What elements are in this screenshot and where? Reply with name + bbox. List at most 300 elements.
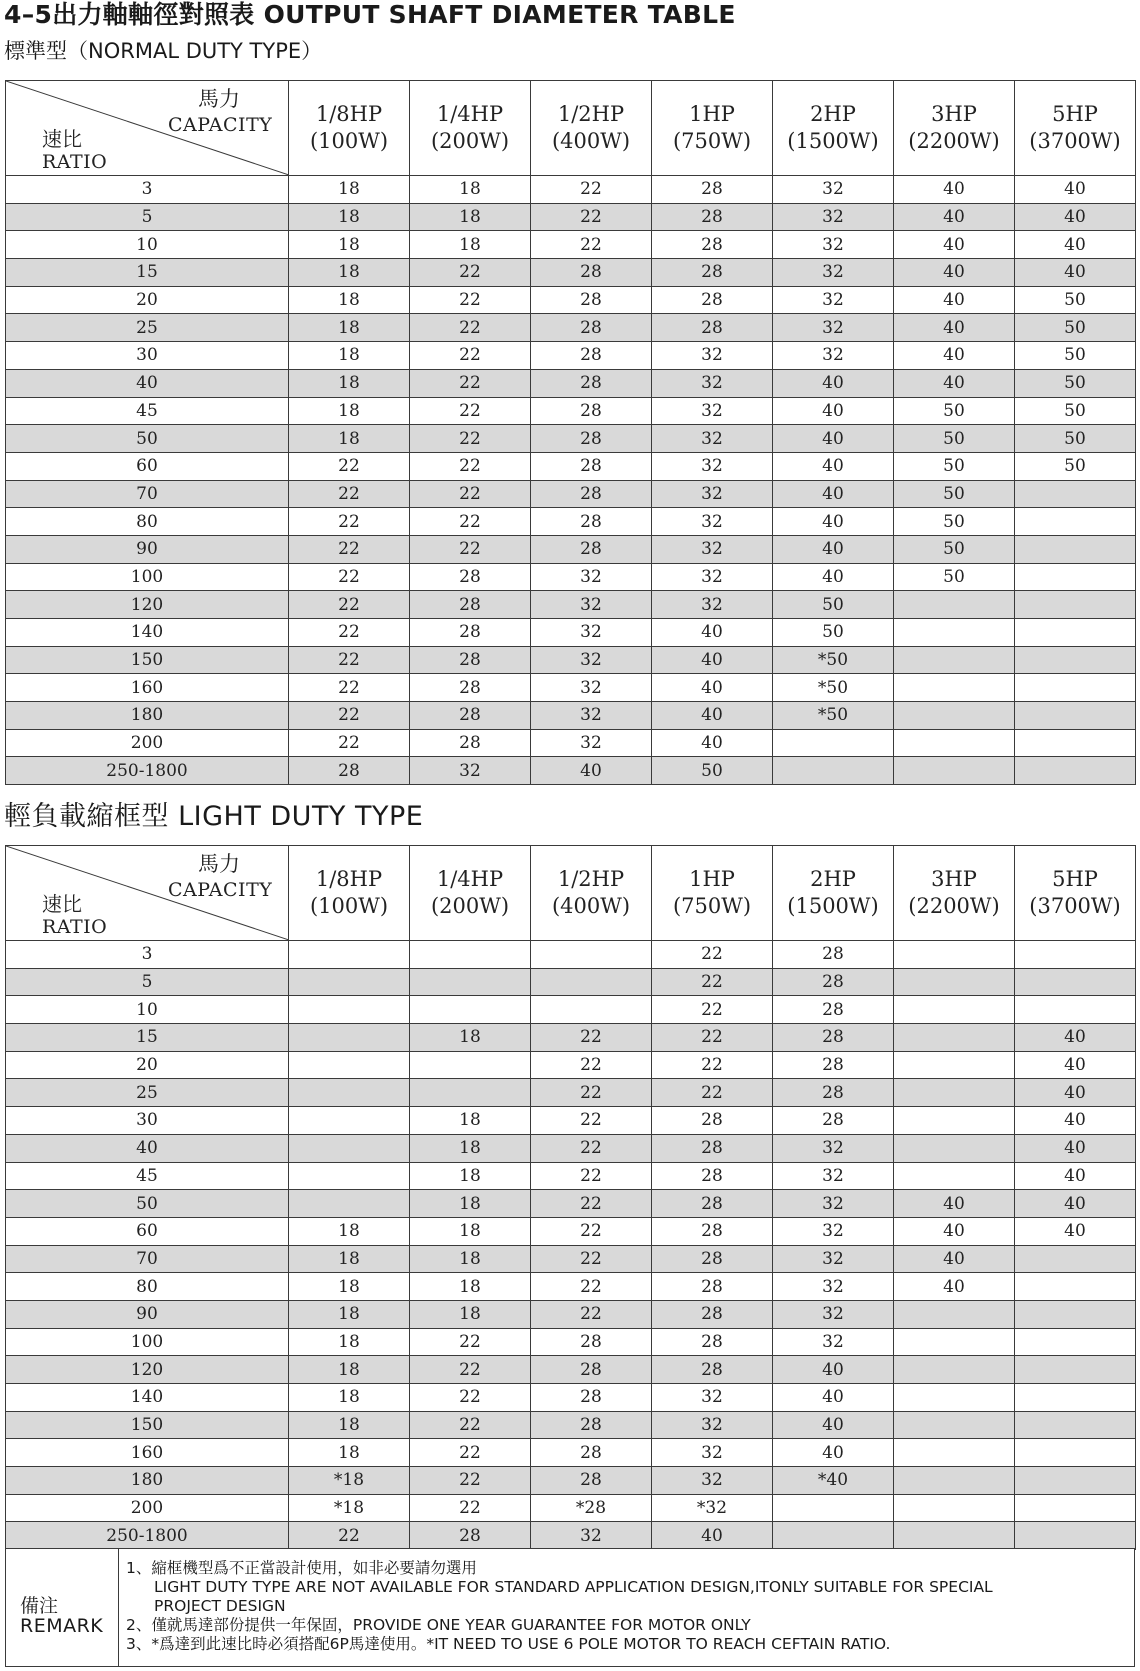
diameter-cell: 28 xyxy=(410,729,531,757)
ratio-cell: 30 xyxy=(6,1107,289,1135)
column-header xyxy=(410,846,531,941)
header-row xyxy=(6,81,1136,176)
table-row xyxy=(6,1300,1136,1328)
diameter-cell: 18 xyxy=(289,286,410,314)
diameter-cell: 32 xyxy=(773,1300,894,1328)
diameter-cell: 18 xyxy=(410,176,531,204)
diameter-cell: 40 xyxy=(894,286,1015,314)
table-row xyxy=(6,535,1136,563)
diameter-cell xyxy=(894,968,1015,996)
corner-header xyxy=(6,81,289,176)
diameter-cell: 22 xyxy=(289,729,410,757)
diameter-cell: 28 xyxy=(531,286,652,314)
table-row xyxy=(6,286,1136,314)
diameter-cell: 28 xyxy=(531,1411,652,1439)
diameter-cell: 22 xyxy=(531,1245,652,1273)
diameter-cell: 28 xyxy=(531,1467,652,1495)
diameter-cell: 32 xyxy=(773,342,894,370)
column-watt: (400W) xyxy=(551,129,631,153)
remark-note-2: 2、僅就馬達部份提供一年保固，PROVIDE ONE YEAR GUARANTEE FOR MOTOR ONLY xyxy=(126,1616,751,1634)
ratio-cell: 50 xyxy=(6,1190,289,1218)
table-row xyxy=(6,203,1136,231)
diameter-cell xyxy=(289,1190,410,1218)
diameter-cell: 40 xyxy=(773,1411,894,1439)
diameter-cell: 40 xyxy=(1015,1217,1136,1245)
column-hp: 1HP xyxy=(689,867,735,891)
diameter-cell: 40 xyxy=(894,231,1015,259)
diameter-cell: 22 xyxy=(652,1079,773,1107)
diameter-cell: 28 xyxy=(531,508,652,536)
remark-note-1: 1、縮框機型爲不正當設計使用，如非必要請勿選用 xyxy=(126,1559,477,1577)
diameter-cell: 32 xyxy=(531,702,652,730)
column-hp: 3HP xyxy=(931,867,977,891)
diameter-cell: 40 xyxy=(773,563,894,591)
ratio-cell: 60 xyxy=(6,1217,289,1245)
diameter-cell: 32 xyxy=(773,1162,894,1190)
diameter-cell: 50 xyxy=(773,619,894,647)
diameter-cell xyxy=(773,1522,894,1550)
column-watt: (400W) xyxy=(551,894,631,918)
diameter-cell: 28 xyxy=(531,369,652,397)
diameter-cell: *18 xyxy=(289,1467,410,1495)
column-hp: 2HP xyxy=(810,102,856,126)
diameter-cell: 18 xyxy=(289,203,410,231)
ratio-cell: 160 xyxy=(6,1439,289,1467)
diameter-cell: 40 xyxy=(1015,1134,1136,1162)
diameter-cell xyxy=(531,968,652,996)
diameter-cell: 40 xyxy=(773,1356,894,1384)
diameter-cell: 32 xyxy=(652,1439,773,1467)
diameter-cell: 40 xyxy=(894,342,1015,370)
diameter-cell: 28 xyxy=(652,259,773,287)
table-row xyxy=(6,1051,1136,1079)
diameter-cell xyxy=(894,1494,1015,1522)
table-row xyxy=(6,1079,1136,1107)
diameter-cell xyxy=(1015,1494,1136,1522)
diameter-cell xyxy=(289,941,410,969)
diameter-cell: 28 xyxy=(652,1107,773,1135)
diameter-cell: 28 xyxy=(652,286,773,314)
ratio-cell: 30 xyxy=(6,342,289,370)
diameter-cell: 22 xyxy=(410,1356,531,1384)
diameter-cell xyxy=(894,1439,1015,1467)
diameter-cell: 18 xyxy=(289,1300,410,1328)
table-row xyxy=(6,259,1136,287)
capacity-label-cn: 馬力 xyxy=(198,87,240,111)
column-hp: 2HP xyxy=(810,867,856,891)
diameter-cell: 22 xyxy=(531,1134,652,1162)
column-watt: (1500W) xyxy=(787,129,879,153)
column-header xyxy=(531,81,652,176)
diameter-cell: 40 xyxy=(652,619,773,647)
diameter-cell: 22 xyxy=(289,480,410,508)
ratio-cell: 45 xyxy=(6,397,289,425)
diameter-cell: 18 xyxy=(289,231,410,259)
diameter-cell: 28 xyxy=(773,1079,894,1107)
table-row xyxy=(6,996,1136,1024)
diameter-cell: 50 xyxy=(894,397,1015,425)
diameter-cell: 32 xyxy=(773,176,894,204)
ratio-cell: 180 xyxy=(6,1467,289,1495)
table-row xyxy=(6,646,1136,674)
diameter-cell xyxy=(894,1522,1015,1550)
diameter-cell: 18 xyxy=(289,1217,410,1245)
table-row xyxy=(6,591,1136,619)
diameter-cell xyxy=(410,996,531,1024)
diameter-cell xyxy=(1015,996,1136,1024)
diameter-cell: 40 xyxy=(1015,231,1136,259)
diameter-cell: 50 xyxy=(1015,397,1136,425)
diameter-cell: 22 xyxy=(410,286,531,314)
diameter-cell: 50 xyxy=(1015,369,1136,397)
diameter-cell: 28 xyxy=(652,1245,773,1273)
diameter-cell: 40 xyxy=(1015,1051,1136,1079)
ratio-cell: 150 xyxy=(6,646,289,674)
header-row xyxy=(6,846,1136,941)
diameter-cell: 18 xyxy=(410,1190,531,1218)
diameter-cell: *50 xyxy=(773,646,894,674)
ratio-cell: 140 xyxy=(6,619,289,647)
table-row xyxy=(6,1494,1136,1522)
diameter-cell xyxy=(894,1134,1015,1162)
diameter-cell: 22 xyxy=(289,591,410,619)
diameter-cell: 22 xyxy=(289,452,410,480)
diameter-cell: 18 xyxy=(410,231,531,259)
diameter-cell xyxy=(1015,757,1136,785)
ratio-cell: 140 xyxy=(6,1384,289,1412)
diameter-cell: 50 xyxy=(1015,452,1136,480)
diameter-cell: 32 xyxy=(652,425,773,453)
diameter-cell: 32 xyxy=(531,729,652,757)
diameter-cell: 40 xyxy=(1015,1190,1136,1218)
diameter-cell: 28 xyxy=(531,425,652,453)
ratio-cell: 20 xyxy=(6,1051,289,1079)
ratio-cell: 60 xyxy=(6,452,289,480)
diameter-cell: 32 xyxy=(410,757,531,785)
diameter-cell: 18 xyxy=(289,425,410,453)
diameter-cell: 28 xyxy=(531,1384,652,1412)
diameter-cell: 32 xyxy=(531,674,652,702)
remark-label-en: REMARK xyxy=(20,1615,104,1637)
table-row xyxy=(6,702,1136,730)
diameter-cell xyxy=(894,1051,1015,1079)
diameter-cell: 28 xyxy=(652,176,773,204)
remark-note-1-en: LIGHT DUTY TYPE ARE NOT AVAILABLE FOR STANDARD APPLICATION DESIGN,ITONLY SUITABLE FOR SPECIAL xyxy=(154,1578,993,1596)
diameter-cell xyxy=(894,674,1015,702)
diameter-cell: 40 xyxy=(1015,1079,1136,1107)
diameter-cell: 50 xyxy=(773,591,894,619)
diameter-cell: 40 xyxy=(652,1522,773,1550)
table-body xyxy=(6,176,1136,785)
diameter-cell xyxy=(1015,1245,1136,1273)
table-row xyxy=(6,1439,1136,1467)
diameter-cell: 28 xyxy=(531,314,652,342)
diameter-cell xyxy=(894,1024,1015,1052)
diameter-cell xyxy=(410,968,531,996)
diameter-cell: 18 xyxy=(289,1245,410,1273)
diameter-cell xyxy=(1015,508,1136,536)
diameter-cell xyxy=(1015,1522,1136,1550)
diameter-cell: 32 xyxy=(773,1134,894,1162)
column-watt: (2200W) xyxy=(908,129,1000,153)
ratio-cell: 80 xyxy=(6,1273,289,1301)
diameter-cell: 32 xyxy=(773,203,894,231)
ratio-cell: 180 xyxy=(6,702,289,730)
diameter-cell: 18 xyxy=(410,1273,531,1301)
diameter-cell xyxy=(894,1356,1015,1384)
diameter-cell: 32 xyxy=(773,1245,894,1273)
ratio-cell: 100 xyxy=(6,563,289,591)
diameter-cell: 40 xyxy=(1015,176,1136,204)
diameter-cell: *50 xyxy=(773,674,894,702)
table-row xyxy=(6,480,1136,508)
ratio-cell: 45 xyxy=(6,1162,289,1190)
ratio-cell: 160 xyxy=(6,674,289,702)
diameter-cell: 40 xyxy=(652,674,773,702)
diameter-cell: 40 xyxy=(1015,203,1136,231)
ratio-cell: 10 xyxy=(6,996,289,1024)
column-header xyxy=(289,846,410,941)
column-watt: (750W) xyxy=(672,129,752,153)
diameter-cell xyxy=(289,968,410,996)
diameter-cell: 22 xyxy=(531,203,652,231)
ratio-label-cn: 速比 xyxy=(42,892,82,916)
ratio-cell: 90 xyxy=(6,1300,289,1328)
diameter-cell: 28 xyxy=(652,231,773,259)
diameter-cell: 18 xyxy=(410,1300,531,1328)
diameter-cell: 40 xyxy=(652,646,773,674)
diameter-cell: 28 xyxy=(652,1190,773,1218)
diameter-cell: 22 xyxy=(410,342,531,370)
diameter-cell: 22 xyxy=(531,1051,652,1079)
diameter-cell: 40 xyxy=(773,397,894,425)
table-row xyxy=(6,1162,1136,1190)
diameter-cell xyxy=(894,1300,1015,1328)
diameter-cell: 40 xyxy=(773,1384,894,1412)
ratio-cell: 120 xyxy=(6,591,289,619)
column-watt: (3700W) xyxy=(1029,129,1121,153)
ratio-cell: 3 xyxy=(6,941,289,969)
column-header xyxy=(531,846,652,941)
table-row xyxy=(6,563,1136,591)
diameter-cell: 22 xyxy=(289,702,410,730)
diameter-cell xyxy=(1015,729,1136,757)
table-row xyxy=(6,757,1136,785)
diameter-cell: 28 xyxy=(410,591,531,619)
diameter-cell: 32 xyxy=(652,342,773,370)
diameter-cell: 28 xyxy=(531,397,652,425)
remark-label-cn: 備注 xyxy=(20,1595,59,1617)
diameter-cell: 32 xyxy=(652,452,773,480)
table-row xyxy=(6,1467,1136,1495)
column-header xyxy=(1015,846,1136,941)
diameter-cell: 28 xyxy=(531,259,652,287)
diameter-cell xyxy=(894,619,1015,647)
diameter-cell: 22 xyxy=(410,314,531,342)
ratio-cell: 90 xyxy=(6,535,289,563)
column-hp: 5HP xyxy=(1052,867,1098,891)
column-header xyxy=(652,846,773,941)
diameter-cell: 22 xyxy=(410,480,531,508)
column-watt: (100W) xyxy=(309,894,389,918)
diameter-cell: *32 xyxy=(652,1494,773,1522)
diameter-cell: 22 xyxy=(289,674,410,702)
diameter-cell xyxy=(1015,702,1136,730)
diameter-cell: 18 xyxy=(289,176,410,204)
diameter-cell: 22 xyxy=(289,1522,410,1550)
ratio-cell: 250-1800 xyxy=(6,1522,289,1550)
table-row xyxy=(6,176,1136,204)
diameter-cell xyxy=(1015,591,1136,619)
diameter-cell: 32 xyxy=(652,480,773,508)
diameter-cell: 18 xyxy=(410,1217,531,1245)
table-row xyxy=(6,1273,1136,1301)
diameter-cell xyxy=(289,1162,410,1190)
diameter-cell: 40 xyxy=(652,729,773,757)
ratio-cell: 100 xyxy=(6,1328,289,1356)
diameter-cell xyxy=(1015,968,1136,996)
diameter-cell: 32 xyxy=(652,563,773,591)
diameter-cell: 22 xyxy=(531,1273,652,1301)
diameter-cell xyxy=(894,729,1015,757)
column-header xyxy=(1015,81,1136,176)
table-row xyxy=(6,425,1136,453)
diameter-cell xyxy=(1015,1356,1136,1384)
diameter-cell: 18 xyxy=(410,1162,531,1190)
diameter-cell: 28 xyxy=(773,1051,894,1079)
diameter-cell xyxy=(289,1079,410,1107)
diameter-cell xyxy=(894,757,1015,785)
diameter-cell: 50 xyxy=(1015,342,1136,370)
diameter-cell: 28 xyxy=(773,1107,894,1135)
diameter-cell: 40 xyxy=(773,452,894,480)
remark-label xyxy=(6,1549,119,1666)
table-row xyxy=(6,1134,1136,1162)
ratio-cell: 50 xyxy=(6,425,289,453)
diameter-cell xyxy=(1015,535,1136,563)
diameter-cell: 22 xyxy=(531,1190,652,1218)
capacity-label-en: CAPACITY xyxy=(168,114,273,136)
table-row xyxy=(6,452,1136,480)
diameter-cell xyxy=(289,996,410,1024)
column-hp: 1/4HP xyxy=(436,867,504,891)
diameter-cell xyxy=(1015,1411,1136,1439)
diameter-cell: 32 xyxy=(652,591,773,619)
diameter-cell: 32 xyxy=(531,1522,652,1550)
diameter-cell: 40 xyxy=(773,425,894,453)
table-row xyxy=(6,941,1136,969)
diameter-cell: 40 xyxy=(894,203,1015,231)
diameter-cell: 50 xyxy=(894,480,1015,508)
diameter-cell: 22 xyxy=(410,397,531,425)
diameter-cell xyxy=(1015,1384,1136,1412)
diameter-cell: 28 xyxy=(410,674,531,702)
table-row xyxy=(6,968,1136,996)
diameter-cell xyxy=(894,1107,1015,1135)
diameter-cell: 32 xyxy=(652,397,773,425)
diameter-cell: 18 xyxy=(289,1356,410,1384)
column-header xyxy=(894,81,1015,176)
diameter-cell: 22 xyxy=(531,1162,652,1190)
diameter-cell: 32 xyxy=(531,619,652,647)
diameter-cell: 40 xyxy=(773,369,894,397)
diameter-cell: 28 xyxy=(652,1356,773,1384)
diameter-cell: 22 xyxy=(652,968,773,996)
ratio-cell: 70 xyxy=(6,480,289,508)
column-watt: (3700W) xyxy=(1029,894,1121,918)
column-hp: 1HP xyxy=(689,102,735,126)
diameter-cell: 40 xyxy=(531,757,652,785)
light-duty-title: 輕負載縮框型 LIGHT DUTY TYPE xyxy=(4,801,424,832)
diameter-cell xyxy=(894,1079,1015,1107)
diameter-cell: 40 xyxy=(773,535,894,563)
diameter-cell xyxy=(289,1024,410,1052)
column-watt: (200W) xyxy=(430,129,510,153)
diameter-cell: 22 xyxy=(410,1384,531,1412)
table-row xyxy=(6,231,1136,259)
diameter-cell: 18 xyxy=(289,342,410,370)
diameter-cell: 40 xyxy=(1015,1024,1136,1052)
diameter-cell xyxy=(894,1411,1015,1439)
table-row xyxy=(6,1245,1136,1273)
diameter-cell: 28 xyxy=(652,1134,773,1162)
diameter-cell xyxy=(894,996,1015,1024)
diameter-cell: 28 xyxy=(652,1217,773,1245)
ratio-cell: 40 xyxy=(6,369,289,397)
diameter-cell: 22 xyxy=(289,563,410,591)
diameter-cell: 18 xyxy=(289,1328,410,1356)
ratio-cell: 15 xyxy=(6,1024,289,1052)
ratio-cell: 5 xyxy=(6,968,289,996)
diameter-cell xyxy=(894,702,1015,730)
diameter-cell: *28 xyxy=(531,1494,652,1522)
diameter-cell: 22 xyxy=(410,425,531,453)
diameter-cell: 28 xyxy=(652,1328,773,1356)
diameter-cell: 32 xyxy=(773,1273,894,1301)
diameter-cell: 22 xyxy=(289,619,410,647)
ratio-cell: 40 xyxy=(6,1134,289,1162)
diameter-cell: 22 xyxy=(289,646,410,674)
diameter-cell: 22 xyxy=(410,259,531,287)
diameter-cell: 40 xyxy=(773,508,894,536)
diameter-cell: 18 xyxy=(410,1024,531,1052)
diameter-cell xyxy=(894,646,1015,674)
diameter-cell: 28 xyxy=(773,941,894,969)
diameter-cell: *50 xyxy=(773,702,894,730)
column-header xyxy=(652,81,773,176)
diameter-cell xyxy=(1015,1273,1136,1301)
column-watt: (1500W) xyxy=(787,894,879,918)
diameter-cell: 22 xyxy=(652,996,773,1024)
column-watt: (2200W) xyxy=(908,894,1000,918)
diameter-cell: 28 xyxy=(410,702,531,730)
capacity-label-cn: 馬力 xyxy=(198,852,240,876)
table-row xyxy=(6,1328,1136,1356)
ratio-cell: 120 xyxy=(6,1356,289,1384)
diameter-cell: 50 xyxy=(894,425,1015,453)
diameter-cell: 40 xyxy=(652,702,773,730)
ratio-cell: 250-1800 xyxy=(6,757,289,785)
table-row xyxy=(6,1411,1136,1439)
diameter-cell: 50 xyxy=(894,535,1015,563)
diameter-cell: 18 xyxy=(289,1411,410,1439)
diameter-cell: 40 xyxy=(1015,1107,1136,1135)
diameter-cell: 28 xyxy=(531,1328,652,1356)
table-row xyxy=(6,1190,1136,1218)
diameter-cell: 28 xyxy=(410,646,531,674)
diameter-cell: 22 xyxy=(652,1024,773,1052)
diameter-cell: 28 xyxy=(531,480,652,508)
